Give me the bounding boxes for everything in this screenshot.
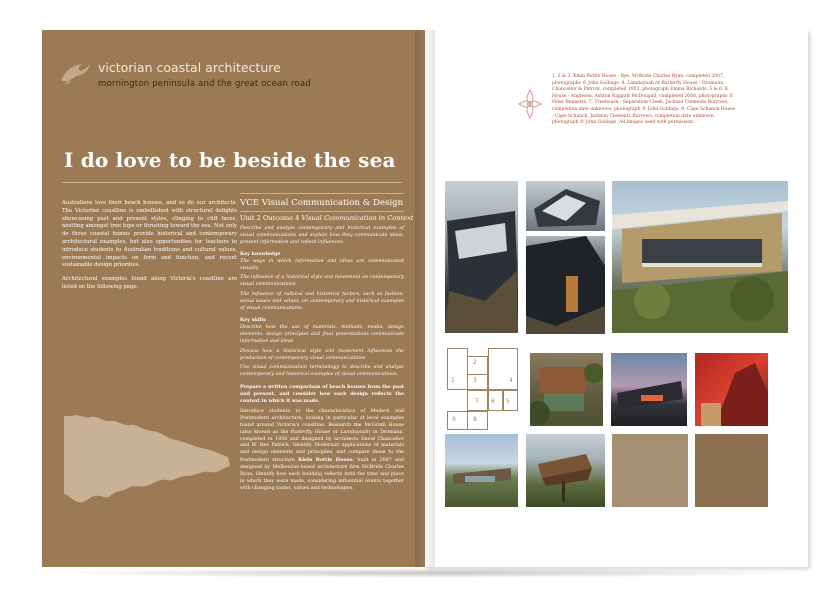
vce-title-rule xyxy=(240,211,404,212)
key-number: 3 xyxy=(473,377,477,384)
vce-body xyxy=(240,226,404,493)
outcome-name: Visual Communication in Context xyxy=(301,214,414,222)
photo-treehouse-exterior xyxy=(526,434,605,507)
key-box-2 xyxy=(467,356,488,375)
intro-paragraph-1: Australians love their beach houses, and so do our architects. The Victorian coastline is embellished with structural delights showcasing past and present styles, clinging to cliff faces, nestling amongst tree tops or thrusting toward the sea. Not only do these coastal homes provide historical and contemporary architectural examples, but also opportunities for teachers to introduce students to Australian traditions and cultural values, environmental impacts on form and function, and recent sustainable design priorities. xyxy=(62,200,237,269)
task-detail: Introduce students to the characteristics of Modern and Postmodern architecture, looking in particular at local examples found around Victoria's coastline. Research the McGrath House (also known as the Butterfly House or Lamdaynah) in Dromana, completed in 1956 and designed by architects David Chancellor and W. Rex Patrick. Identify Modernist applications of materials and design elements and principles, and compare these to the Postmodern structure Klein Bottle House, built in 2007 and designed by Melbourne-based architecture firm McBride Charles Ryan. Identify how each building reflects both the time and place in which they were made, considering influential events together with changing tastes, values and technologies. xyxy=(240,408,404,491)
house-shape xyxy=(612,181,788,333)
series-title: victorian coastal architecture xyxy=(98,60,281,75)
color-swatch-light xyxy=(612,434,688,507)
key-box-3 xyxy=(467,374,488,390)
house-shape xyxy=(530,353,603,426)
outcome-label: Unit 2 Outcome 4 xyxy=(240,214,302,222)
house-shape xyxy=(526,434,605,507)
page-headline: I do love to be beside the sea xyxy=(64,148,396,172)
victoria-map-icon xyxy=(62,410,234,510)
skill-item: Discuss how a historical style and movement influences the production of contemporary visual communications xyxy=(240,348,404,361)
vce-title: VCE Visual Communication & Design xyxy=(240,198,404,208)
ornament-icon xyxy=(517,88,543,120)
left-page xyxy=(42,30,425,567)
photo-cape-schanck-house xyxy=(445,434,518,507)
photo-k-house-dusk xyxy=(611,353,687,426)
key-number: 8 xyxy=(473,416,477,423)
photo-k-house-exterior xyxy=(530,353,603,426)
knowledge-item: The influence of a historical style and movement on contemporary visual communications xyxy=(240,275,404,288)
skill-item: Use visual communication terminology to describe and analyse contemporary and historical examples of visual communications. xyxy=(240,365,404,378)
knowledge-item: The ways in which information and ideas are communicated visually xyxy=(240,258,404,271)
photo-treehouse-interior xyxy=(695,353,768,426)
house-shape xyxy=(611,353,687,426)
right-page xyxy=(425,30,808,567)
task-statement: Prepare a written comparison of beach houses from the past and present, and consider how each design reflects the context in which it was made. xyxy=(240,384,404,405)
page-shadow xyxy=(48,568,808,578)
key-number: 1 xyxy=(451,377,455,384)
key-box-8 xyxy=(467,411,488,430)
key-number: 6 xyxy=(491,398,495,405)
vce-outcome xyxy=(240,214,413,222)
intro-paragraph-2: Architectural examples found along Victoria's coastline are listed on the following page. xyxy=(62,276,237,290)
house-shape xyxy=(526,181,605,231)
key-knowledge-heading: Key knowledge xyxy=(240,250,281,257)
vce-top-rule xyxy=(240,193,404,194)
house-shape xyxy=(445,181,518,333)
house-shape xyxy=(526,236,605,334)
headline-rule xyxy=(62,182,402,183)
vce-intro: Describe and analyse contemporary and historical examples of visual communications and explain how they communicate ideas, present information and reflect influences. xyxy=(240,226,404,245)
knowledge-item: The influence of cultural and historical factors, such as fashion, social issues and values, on contemporary and historical examples of visual communications. xyxy=(240,292,404,312)
series-subtitle: mornington peninsula and the great ocean road xyxy=(98,79,311,89)
photo-butterfly-house xyxy=(612,181,788,333)
key-number: 5 xyxy=(506,398,510,405)
bird-logo-icon xyxy=(58,57,92,87)
skill-item: Describe how the use of materials, methods, media, design elements, design principles and final presentations communicate information and ideas xyxy=(240,324,404,344)
color-swatch-dark xyxy=(695,434,768,507)
photo-klein-bottle-house-1 xyxy=(445,181,518,333)
photo-klein-bottle-house-3 xyxy=(526,236,605,334)
photo-credits: 1, 2 & 3. Klein Bottle House - Rye, McBride Charles Ryan, completed 2007, photographs © John Gollings. 4. Lamdaynah or Butterfly House - Dromana, Chancellor & Patrick, completed 1955, photograph Emma Richards. 5 & 6. K House - Anglesea, Ashton Raggatt McDougall, completed 2008, photographs © Peter Bennetts. 7. Treehouse - Separation Creek, Jackson Clements Burrows, completion date unknown, photograph © John Gollings. 8. Cape Schanck House - Cape Schanck, Jackson Clements Burrows, completion date unknown, photograph © John Gollings. All images used with permission. xyxy=(552,74,736,126)
house-shape xyxy=(445,434,518,507)
key-box-9 xyxy=(447,411,468,430)
key-skills-heading: Key skills xyxy=(240,316,266,323)
key-number: 4 xyxy=(509,377,513,384)
key-number: 2 xyxy=(473,359,477,366)
key-number: 9 xyxy=(452,416,456,423)
key-number: 7 xyxy=(475,398,479,405)
interior-shape xyxy=(695,353,768,426)
intro-text xyxy=(62,200,237,298)
photo-klein-bottle-house-2 xyxy=(526,181,605,231)
key-box-4 xyxy=(488,348,518,390)
